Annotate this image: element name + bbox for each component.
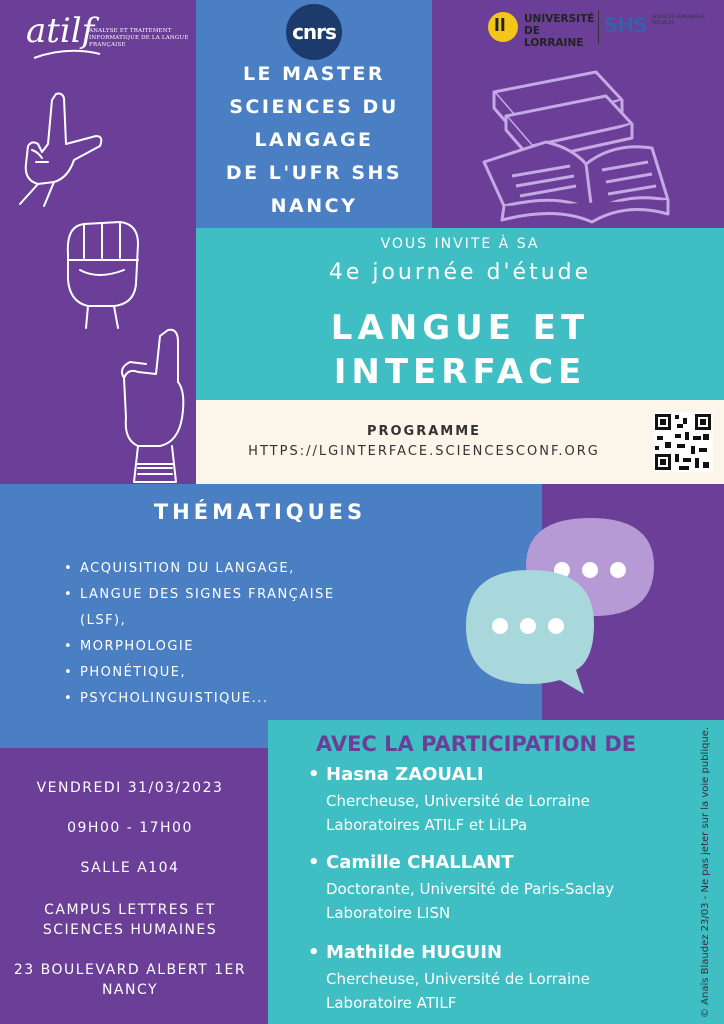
participant-name-text: Camille CHALLANT (326, 852, 514, 873)
shs-label: SHS (604, 13, 647, 37)
theme-item-label: PHONÉTIQUE, (80, 665, 187, 680)
themes-title: THÉMATIQUES (153, 500, 367, 524)
cnrs-logo: cnrs (286, 4, 342, 60)
theme-item: • PHONÉTIQUE, (64, 665, 187, 680)
theme-item: • PSYCHOLINGUISTIQUE... (64, 691, 269, 706)
atilf-logo (26, 11, 189, 51)
event-headline (196, 306, 724, 394)
participants-title: AVEC LA PARTICIPATION DE (316, 732, 637, 756)
program-url[interactable]: HTTPS://LGINTERFACE.SCIENCESCONF.ORG (248, 444, 600, 459)
theme-item-label: ACQUISITION DU LANGAGE, (80, 561, 295, 576)
themes-list (64, 556, 335, 712)
speech-bubbles-icon (464, 512, 660, 696)
theme-item-label: PSYCHOLINGUISTIQUE... (80, 691, 269, 706)
headline-line: LANGUE ET (330, 308, 590, 348)
universite-label: UNIVERSITÉ DE LORRAINE (524, 13, 595, 49)
ul-logo-icon: ll (488, 12, 518, 42)
title-line: NANCY (270, 195, 358, 217)
participant-name: • Camille CHALLANT (308, 852, 514, 873)
theme-item-label: MORPHOLOGIE (80, 639, 194, 654)
title-line: DE L'UFR SHS (225, 162, 403, 184)
theme-item: • LANGUE DES SIGNES FRANÇAISE (64, 587, 335, 602)
campus-line: CAMPUS LETTRES ET (44, 902, 216, 918)
atilf-swoosh-icon (32, 48, 102, 62)
atilf-logo-subtitle: ANALYSE ET TRAITEMENT INFORMATIQUE DE LA LANGUE FRANÇAISE (89, 28, 189, 48)
participant-role: Chercheuse, Université de Lorraine (326, 970, 590, 988)
logo-separator (598, 10, 599, 44)
participant-role: Doctorante, Université de Paris-Saclay (326, 880, 615, 898)
participant-role: Chercheuse, Université de Lorraine (326, 792, 590, 810)
block-program (196, 400, 724, 484)
event-campus (0, 900, 260, 940)
headline-line: INTERFACE (333, 352, 587, 392)
books-icon (476, 52, 672, 226)
master-title (196, 58, 432, 223)
participant-lab: Laboratoires ATILF et LiLPa (326, 816, 528, 834)
title-line: LE MASTER (242, 63, 386, 85)
participant-name-text: Mathilde HUGUIN (326, 942, 503, 963)
theme-item: • MORPHOLOGIE (64, 639, 194, 654)
event-time: 09H00 - 17H00 (67, 820, 193, 836)
campus-line: SCIENCES HUMAINES (42, 922, 218, 938)
hand-fist-icon (58, 214, 148, 330)
participant-name: • Hasna ZAOUALI (308, 764, 484, 785)
event-address (0, 960, 260, 1000)
program-label: PROGRAMME (366, 424, 482, 439)
theme-item: • ACQUISITION DU LANGAGE, (64, 561, 295, 576)
hand-l-icon (8, 88, 108, 208)
qr-code-icon[interactable] (653, 412, 713, 472)
theme-item-label: LANGUE DES SIGNES FRANÇAISE (80, 587, 335, 602)
invite-intro: VOUS INVITE À SA (380, 236, 540, 252)
credit-text: © Anaïs Blaudez 23/03 - Ne pas jeter sur la voie publique. (700, 726, 711, 1018)
address-line: 23 BOULEVARD ALBERT 1ER (13, 962, 247, 978)
theme-item-label: (LSF), (80, 613, 127, 628)
hand-thumb-icon (116, 322, 196, 484)
shs-subtitle: SCIENCES HUMAINES & SOCIALES (652, 15, 705, 26)
title-line: SCIENCES DU (229, 96, 399, 118)
universite-lorraine-logo (488, 10, 718, 48)
theme-item (64, 608, 335, 634)
atilf-logo-name: atilf (26, 11, 95, 51)
event-room: SALLE A104 (80, 860, 180, 876)
event-name: 4e journée d'étude (328, 260, 592, 285)
participant-lab: Laboratoire ATILF (326, 994, 457, 1012)
participant-lab: Laboratoire LISN (326, 904, 451, 922)
address-line: NANCY (101, 982, 159, 998)
participant-name: • Mathilde HUGUIN (308, 942, 503, 963)
event-date: VENDREDI 31/03/2023 (36, 780, 224, 796)
participant-name-text: Hasna ZAOUALI (326, 764, 484, 785)
title-line: LANGAGE (254, 129, 374, 151)
